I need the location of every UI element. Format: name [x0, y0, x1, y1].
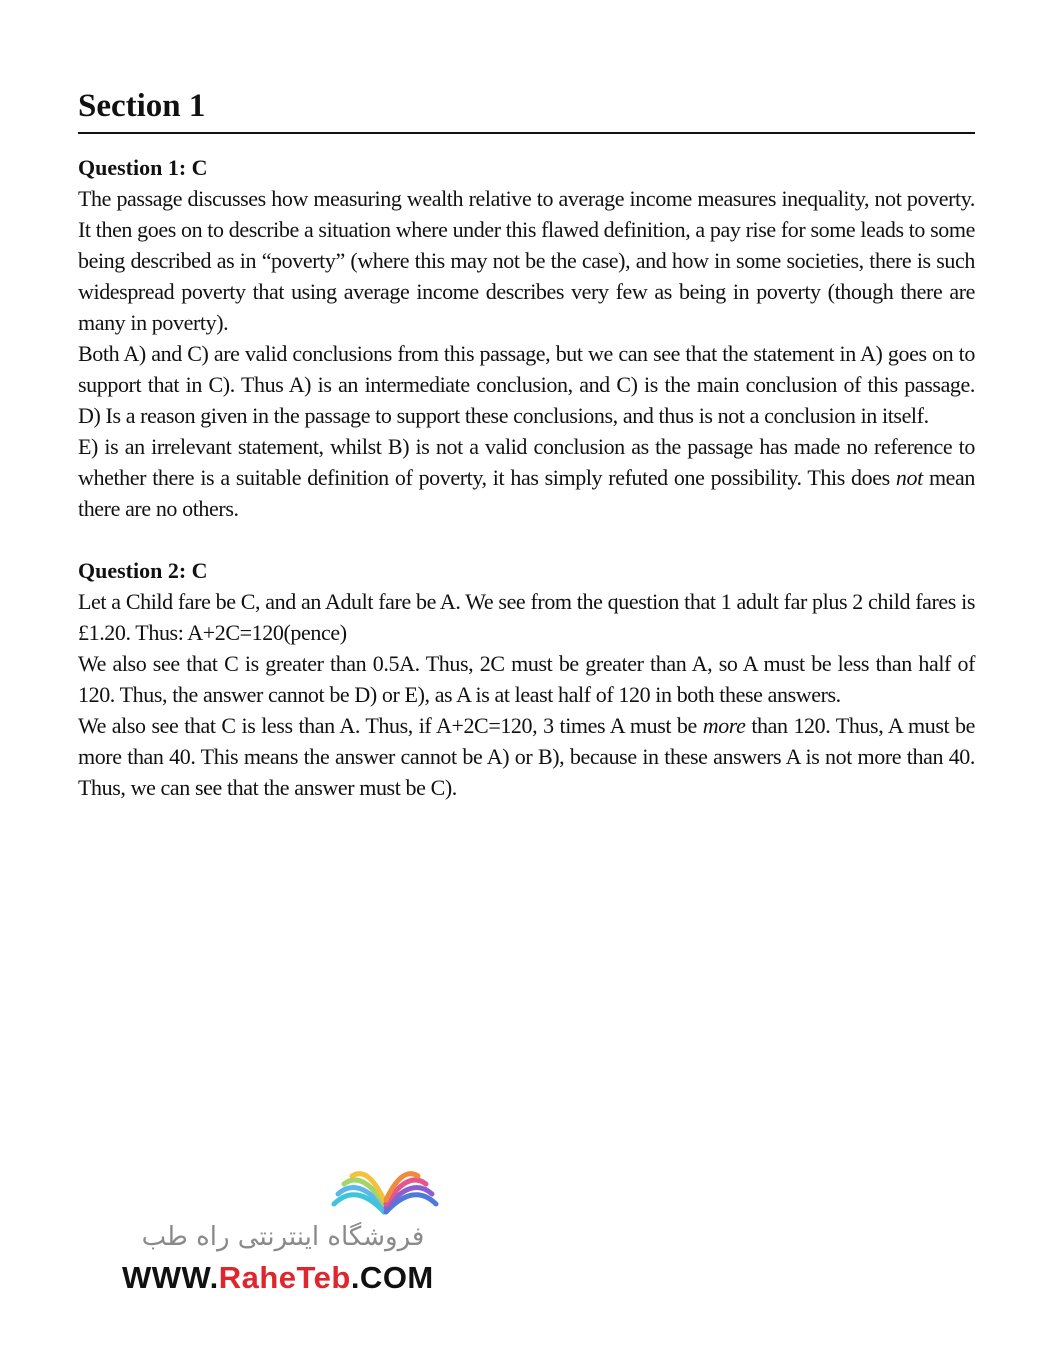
answer-paragraph	[78, 710, 975, 803]
emphasis-text: more	[702, 713, 746, 738]
raheteb-logo	[118, 1160, 458, 1300]
text-run: than 120. Thus, A must be more than 40. This means the answer cannot be A) or B), because in these answers A is not more than 40. Thus, we can see that the answer must be C).	[78, 713, 975, 800]
open-book-rainbow-icon	[330, 1164, 440, 1220]
answer-paragraph	[78, 431, 975, 524]
url-prefix: WWW.	[122, 1260, 219, 1295]
question-block-1	[78, 152, 975, 524]
answer-paragraph: The passage discusses how measuring wealth relative to average income measures inequality, not poverty. It then goes on to describe a situation where under this flawed definition, a pay rise for some leads to some being described as in “poverty” (where this may not be the case), and how in some societies, there is such widespread poverty that using average income describes very few as being in poverty (though there are many in poverty).	[78, 186, 975, 335]
text-run: We also see that C is less than A. Thus, if A+2C=120, 3 times A must be	[78, 713, 703, 738]
question-heading: Question 2: C	[78, 558, 208, 583]
logo-url	[122, 1260, 434, 1296]
section-title: Section 1	[78, 88, 206, 124]
text-run: mean there are no others.	[78, 465, 975, 521]
section-divider	[78, 132, 975, 134]
text-run: E) is an irrelevant statement, whilst B) is not a valid conclusion as the passage has made no reference to whether there is a suitable definition of poverty, it has simply refuted one possibility. This does	[78, 434, 975, 490]
url-brand: RaheTeb	[218, 1260, 351, 1295]
answer-paragraph: We also see that C is greater than 0.5A. Thus, 2C must be greater than A, so A must be less than half of 120. Thus, the answer cannot be D) or E), as A is at least half of 120 in both these answers.	[78, 651, 975, 707]
emphasis-text: not	[895, 465, 923, 490]
question-block-2	[78, 555, 975, 803]
url-suffix: .COM	[350, 1260, 434, 1295]
answer-paragraph: Both A) and C) are valid conclusions from this passage, but we can see that the statement in A) goes on to support that in C). Thus A) is an intermediate conclusion, and C) is the main conclusion of this passage. D) Is a reason given in the passage to support these conclusions, and thus is not a conclusion in itself.	[78, 341, 975, 428]
question-heading: Question 1: C	[78, 155, 208, 180]
answer-paragraph: Let a Child fare be C, and an Adult fare be A. We see from the question that 1 adult far plus 2 child fares is £1.20. Thus: A+2C=120(pence)	[78, 589, 975, 645]
logo-persian-text: فروشگاه اینترنتی راه طب	[141, 1222, 425, 1252]
spacer	[78, 524, 975, 555]
document-page	[78, 86, 975, 803]
